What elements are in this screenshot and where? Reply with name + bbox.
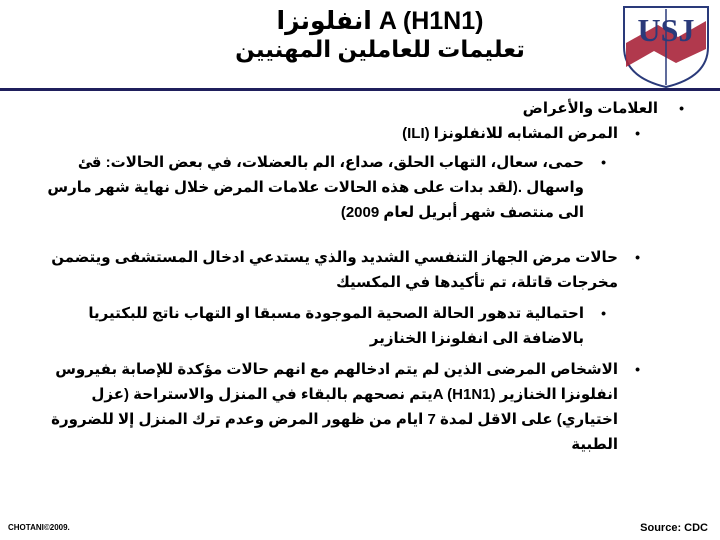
- source-footer: Source: CDC: [640, 522, 708, 534]
- usj-logo-icon: [618, 3, 714, 89]
- bullet-text: احتمالية تدهور الحالة الصحية الموجودة مسبقا او التهاب ناتج للبكتيريا بالاضافة الى انفلونزا الخنازير: [88, 305, 584, 347]
- bullet-home-isolation: • الاشخاص المرضى الذين لم يتم ادخالهم مع انهم حالات مؤكدة للإصابة بفيروس انفلونزا الخنازير A (H1N1)يتم نصحهم بالبقاء في المنزل والاستراحة (عزل اختياري) على الاقل لمدة 7 ايام من ظهور المرض وعدم ترك المنزل إلا للضرورة الطبية: [51, 361, 640, 453]
- bullet-signs-symptoms: • العلامات والأعراض: [522, 100, 684, 117]
- bullet-text: حالات مرض الجهاز التنفسي الشديد والذي يستدعي ادخال المستشفى ويتضمن مخرجات قاتلة، تم تأكيدها في المكسيك: [51, 249, 618, 291]
- bullet-severe-respiratory: • حالات مرض الجهاز التنفسي الشديد والذي يستدعي ادخال المستشفى ويتضمن مخرجات قاتلة، تم تأكيدها في المكسيك: [51, 249, 640, 291]
- logo-letters: USJ: [637, 12, 695, 48]
- bullet-ili-symptoms: • حمى، سعال، التهاب الحلق، صداع، الم بالعضلات، في بعض الحالات: قئ واسهال .(لقد بدات على هذه الحالات علامات المرض خلال نهاية شهر مارس الى منتصف شهر أبريل لعام 2009): [47, 154, 606, 221]
- bullet-text: حمى، سعال، التهاب الحلق، صداع، الم بالعضلات، في بعض الحالات: قئ واسهال .(لقد بدات على هذه الحالات علامات المرض خلال نهاية شهر مارس الى منتصف شهر أبريل لعام 2009): [47, 154, 584, 221]
- bullet-text: العلامات والأعراض: [522, 100, 658, 117]
- bullet-text: المرض المشابه للانفلونزا (ILI): [402, 125, 618, 142]
- slide-title: [150, 6, 610, 64]
- bullet-deterioration: • احتمالية تدهور الحالة الصحية الموجودة مسبقا او التهاب ناتج للبكتيريا بالاضافة الى انفلونزا الخنازير: [88, 305, 606, 347]
- copyright-footer: CHOTANI©2009.: [8, 523, 70, 532]
- title-line-1: انفلونزا A (H1N1): [276, 7, 484, 35]
- bullet-ili: • المرض المشابه للانفلونزا (ILI): [402, 125, 640, 142]
- title-line-2: تعليمات للعاملين المهنيين: [235, 36, 525, 62]
- bullet-list: [36, 96, 684, 457]
- title-divider: [0, 88, 720, 91]
- bullet-text: الاشخاص المرضى الذين لم يتم ادخالهم مع انهم حالات مؤكدة للإصابة بفيروس انفلونزا الخنازير A (H1N1)يتم نصحهم بالبقاء في المنزل والاستراحة (عزل اختياري) على الاقل لمدة 7 ايام من ظهور المرض وعدم ترك المنزل إلا للضرورة الطبية: [51, 361, 618, 453]
